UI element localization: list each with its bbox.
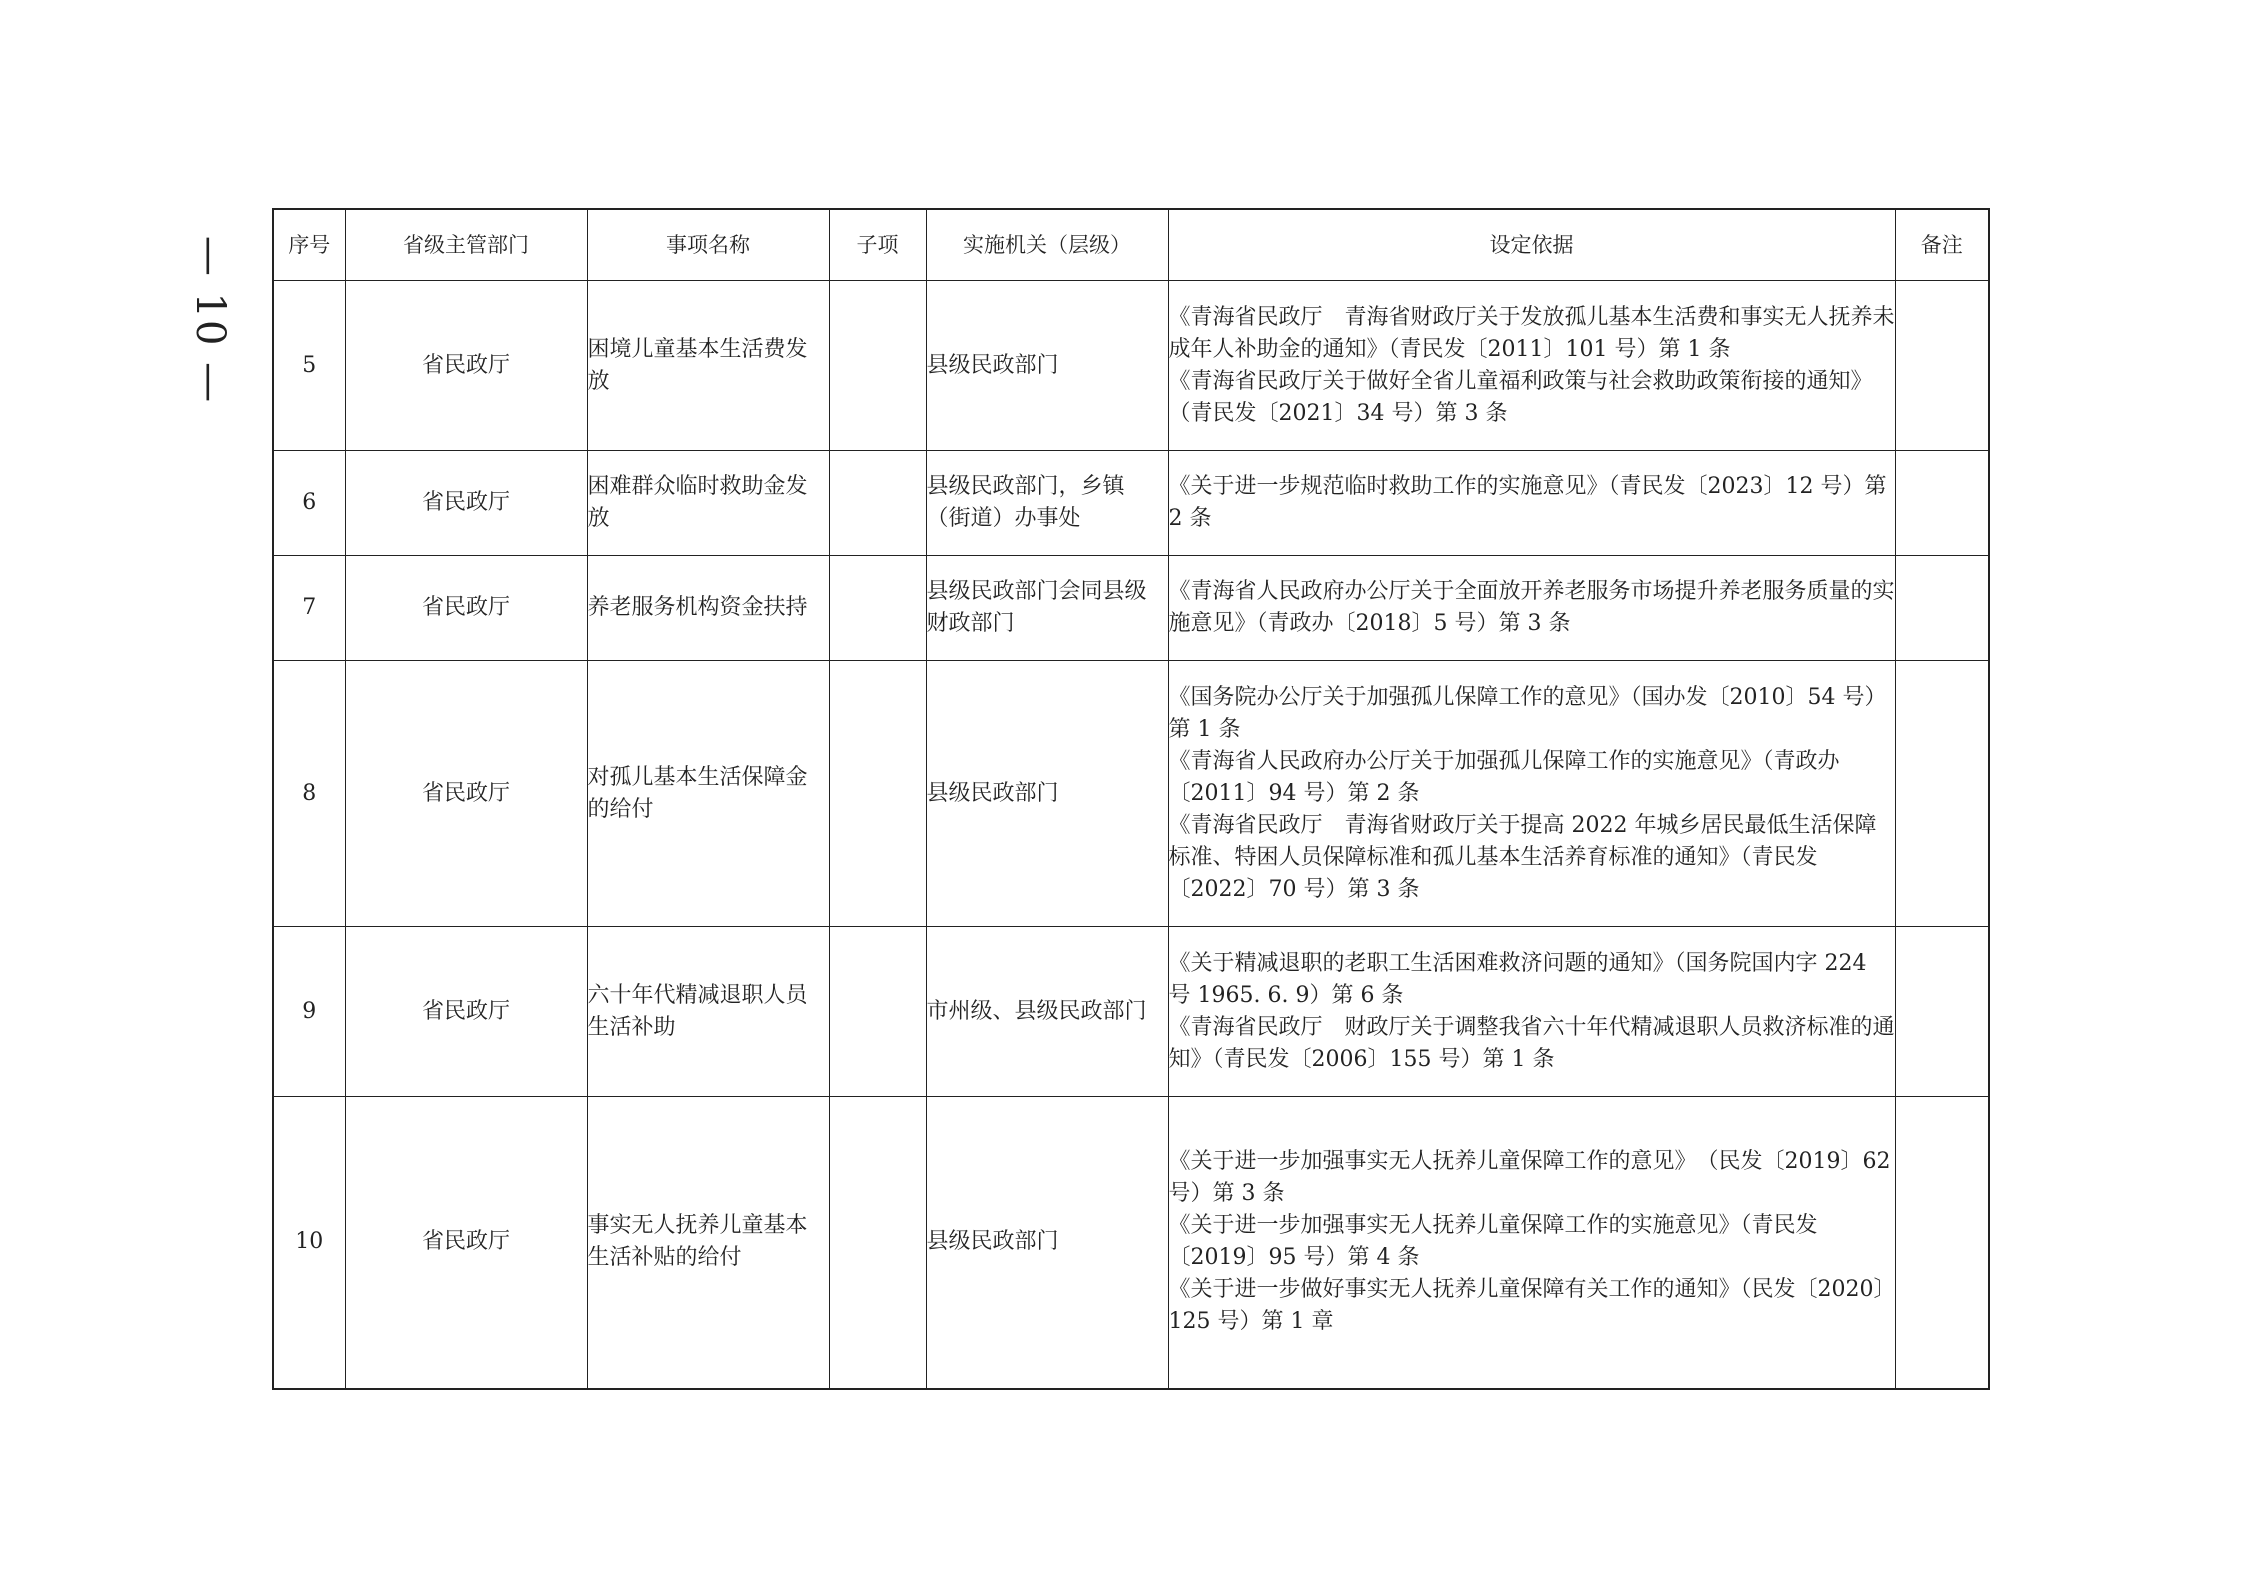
table-row: [273, 556, 1989, 661]
cell-agency: 县级民政部门，乡镇（街道）办事处: [926, 451, 1168, 556]
table-row: [273, 451, 1989, 556]
cell-dept: 省民政厅: [345, 281, 587, 451]
header-item: 事项名称: [587, 209, 829, 281]
service-catalog-table: [272, 208, 1990, 1390]
basis-line: 《青海省人民政府办公厅关于加强孤儿保障工作的实施意见》（青政办〔2011〕94 号）第 2 条: [1168, 748, 1840, 806]
header-sub: 子项: [829, 209, 926, 281]
basis-line: 《关于进一步做好事实无人抚养儿童保障有关工作的通知》（民发〔2020〕125 号）第 1 章: [1168, 1277, 1885, 1335]
basis-line: 《关于进一步加强事实无人抚养儿童保障工作的意见》 （民发〔2019〕62 号）第 3 条: [1168, 1149, 1891, 1207]
cell-item: 困难群众临时救助金发放: [587, 451, 829, 556]
cell-no: 6: [273, 451, 345, 556]
header-dept: 省级主管部门: [345, 209, 587, 281]
cell-note: [1895, 556, 1989, 661]
cell-sub: [829, 451, 926, 556]
page-number-text: — 10 —: [187, 235, 234, 405]
page-number: [187, 235, 234, 405]
cell-basis: [1168, 1097, 1895, 1389]
header-agency: 实施机关（层级）: [926, 209, 1168, 281]
cell-sub: [829, 927, 926, 1097]
cell-sub: [829, 1097, 926, 1389]
cell-basis: [1168, 451, 1895, 556]
cell-agency: 县级民政部门: [926, 661, 1168, 927]
table-header-row: [273, 209, 1989, 281]
cell-dept: 省民政厅: [345, 661, 587, 927]
basis-line: 《青海省民政厅 财政厅关于调整我省六十年代精减退职人员救济标准的通知》（青民发〔2006〕155 号）第 1 条: [1168, 1014, 1895, 1072]
cell-basis: [1168, 661, 1895, 927]
cell-note: [1895, 281, 1989, 451]
cell-agency: 市州级、县级民政部门: [926, 927, 1168, 1097]
cell-item: 养老服务机构资金扶持: [587, 556, 829, 661]
basis-line: 《国务院办公厅关于加强孤儿保障工作的意见》（国办发〔2010〕54 号）第 1 条: [1168, 684, 1887, 742]
cell-dept: 省民政厅: [345, 1097, 587, 1389]
cell-no: 10: [273, 1097, 345, 1389]
cell-agency: 县级民政部门: [926, 1097, 1168, 1389]
cell-basis: [1168, 927, 1895, 1097]
cell-note: [1895, 451, 1989, 556]
cell-sub: [829, 556, 926, 661]
cell-note: [1895, 927, 1989, 1097]
cell-no: 8: [273, 661, 345, 927]
cell-agency: 县级民政部门: [926, 281, 1168, 451]
cell-item: 六十年代精减退职人员生活补助: [587, 927, 829, 1097]
basis-line: 《青海省民政厅 青海省财政厅关于提高 2022 年城乡居民最低生活保障标准、特困人员保障标准和孤儿基本生活养育标准的通知》（青民发〔2022〕70 号）第 3 条: [1168, 812, 1877, 902]
basis-line: 《关于精减退职的老职工生活困难救济问题的通知》（国务院国内字 224 号 1965. 6. 9）第 6 条: [1168, 950, 1867, 1008]
header-basis: 设定依据: [1168, 209, 1895, 281]
table-row: [273, 281, 1989, 451]
cell-item: 对孤儿基本生活保障金的给付: [587, 661, 829, 927]
cell-item: 困境儿童基本生活费发放: [587, 281, 829, 451]
basis-line: 《青海省人民政府办公厅关于全面放开养老服务市场提升养老服务质量的实施意见》（青政办〔2018〕5 号）第 3 条: [1168, 579, 1895, 636]
cell-note: [1895, 1097, 1989, 1389]
basis-line: 《青海省民政厅 青海省财政厅关于发放孤儿基本生活费和事实无人抚养未成年人补助金的通知》（青民发〔2011〕101 号）第 1 条: [1168, 304, 1895, 362]
cell-note: [1895, 661, 1989, 927]
cell-basis: [1168, 556, 1895, 661]
cell-sub: [829, 661, 926, 927]
cell-sub: [829, 281, 926, 451]
basis-line: 《关于进一步规范临时救助工作的实施意见》（青民发〔2023〕12 号）第 2 条: [1168, 474, 1887, 531]
cell-dept: 省民政厅: [345, 927, 587, 1097]
cell-no: 9: [273, 927, 345, 1097]
cell-agency: 县级民政部门会同县级财政部门: [926, 556, 1168, 661]
cell-item: 事实无人抚养儿童基本生活补贴的给付: [587, 1097, 829, 1389]
cell-dept: 省民政厅: [345, 451, 587, 556]
basis-line: 《青海省民政厅关于做好全省儿童福利政策与社会救助政策衔接的通知》（青民发〔2021〕34 号）第 3 条: [1168, 368, 1873, 426]
cell-no: 7: [273, 556, 345, 661]
header-no: 序号: [273, 209, 345, 281]
basis-line: 《关于进一步加强事实无人抚养儿童保障工作的实施意见》（青民发〔2019〕95 号）第 4 条: [1168, 1213, 1818, 1271]
cell-no: 5: [273, 281, 345, 451]
header-note: 备注: [1895, 209, 1989, 281]
cell-dept: 省民政厅: [345, 556, 587, 661]
table-row: [273, 661, 1989, 927]
table-row: [273, 927, 1989, 1097]
cell-basis: [1168, 281, 1895, 451]
table-row: [273, 1097, 1989, 1389]
